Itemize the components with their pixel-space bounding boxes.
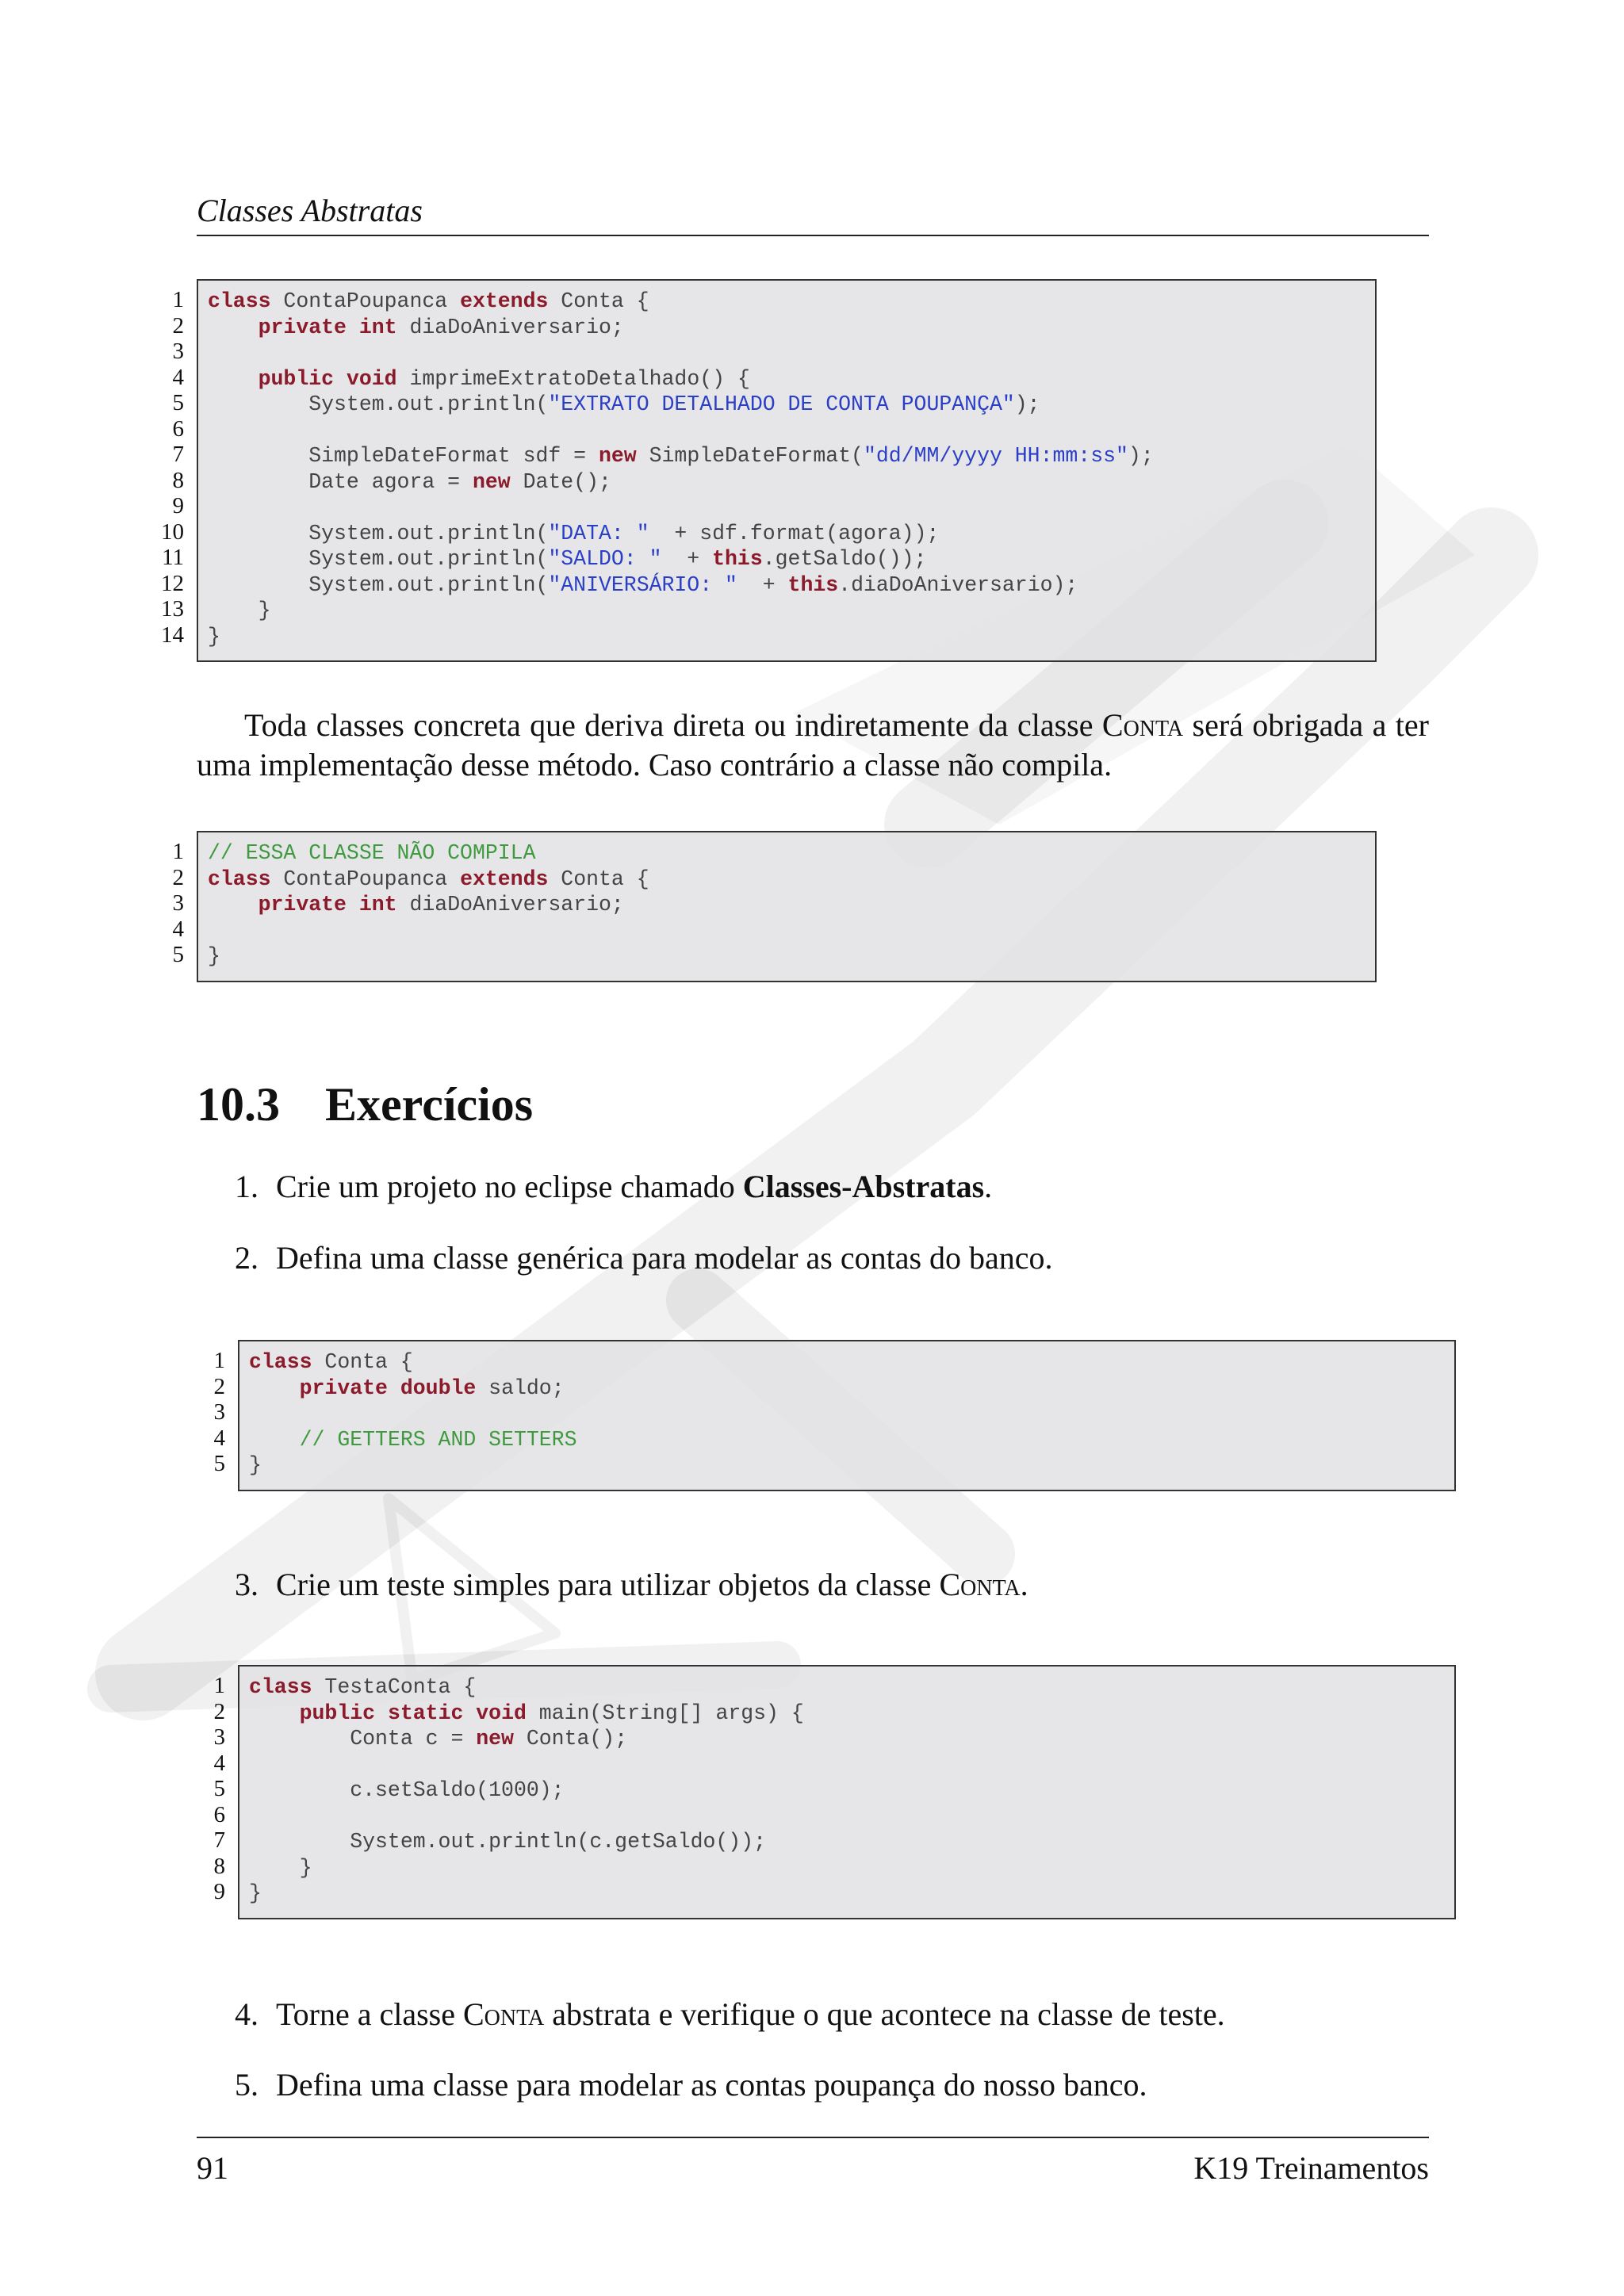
code-token: "dd/MM/yyyy HH:mm:ss" (863, 444, 1128, 468)
code-token (208, 367, 259, 391)
code-token: Conta { (548, 867, 649, 891)
exercise-item-1 (235, 1167, 1424, 1207)
code-token: ); (1014, 392, 1040, 416)
exercise-text: Torne a classe (276, 1996, 463, 2032)
line-number: 9 (213, 1879, 225, 1904)
code-token: int (358, 315, 397, 339)
code-token: Conta { (312, 1350, 413, 1374)
code-token: System.out.println(c.getSaldo()); (249, 1830, 767, 1854)
code-token: .diaDoAniversario); (838, 572, 1078, 597)
code-line (208, 469, 1365, 496)
line-number: 6 (213, 1801, 225, 1827)
line-number: 7 (213, 1827, 225, 1853)
code-line (208, 892, 1365, 918)
code-token: void (476, 1701, 527, 1725)
exercise-item-2 (235, 1238, 1424, 1278)
paragraph-concrete-classes (197, 706, 1429, 785)
code-line (208, 289, 1365, 315)
code-token: new (598, 444, 637, 468)
exercise-number: 3. (235, 1567, 259, 1602)
code-line (249, 1881, 1445, 1907)
code-token: new (472, 469, 511, 494)
line-numbers (151, 839, 184, 968)
code-token: TestaConta { (312, 1675, 477, 1699)
code-box (197, 831, 1377, 982)
class-name-conta: Conta (1101, 707, 1184, 743)
line-number: 2 (213, 1698, 225, 1724)
code-token: System.out.println( (208, 572, 549, 597)
line-number: 13 (161, 596, 184, 622)
code-token (388, 1376, 400, 1400)
exercise-text: . (984, 1169, 993, 1204)
line-number: 14 (161, 622, 184, 648)
code-token (347, 316, 359, 339)
code-box (197, 279, 1377, 662)
code-line (249, 1777, 1445, 1804)
code-line (208, 315, 1365, 341)
code-token: } (249, 1453, 262, 1477)
section-number: 10.3 (197, 1078, 280, 1131)
code-box (238, 1665, 1456, 1919)
code-line (208, 918, 1365, 944)
line-number: 1 (213, 1348, 225, 1373)
publisher-name: K19 Treinamentos (1193, 2150, 1429, 2186)
code-line (208, 495, 1365, 521)
line-number: 1 (172, 839, 184, 864)
exercise-item-5 (235, 2065, 1424, 2105)
line-number: 12 (161, 570, 184, 596)
code-line (208, 443, 1365, 469)
line-number: 8 (172, 467, 184, 493)
code-token: double (400, 1376, 477, 1400)
paragraph-text: Toda classes concreta que deriva direta ou indiretamente da classe (244, 707, 1102, 743)
code-token: } (208, 624, 220, 649)
exercise-number: 1. (235, 1169, 259, 1204)
code-token: SimpleDateFormat( (636, 444, 864, 468)
code-token: System.out.println( (208, 521, 549, 545)
section-title: Exercícios (325, 1078, 534, 1131)
code-line (208, 867, 1365, 893)
code-line (249, 1349, 1445, 1376)
exercise-text: Defina uma classe genérica para modelar as contas do banco. (276, 1240, 1053, 1276)
code-line (249, 1701, 1445, 1727)
code-token (249, 1701, 300, 1725)
code-token: private (258, 893, 347, 916)
code-token: public (258, 366, 335, 391)
exercise-text: Defina uma classe para modelar as contas poupança do nosso banco. (276, 2067, 1147, 2103)
code-line (208, 943, 1365, 970)
code-token: System.out.println( (208, 392, 549, 416)
code-token: private (258, 315, 347, 339)
code-line (208, 340, 1365, 366)
exercise-text: Crie um teste simples para utilizar objetos da classe (276, 1567, 940, 1602)
code-line (208, 572, 1365, 599)
code-block-conta-poupanca (161, 279, 1377, 662)
code-token: ContaPoupanca (270, 289, 461, 313)
project-name: Classes-Abstratas (742, 1169, 985, 1204)
code-token: "ANIVERSÁRIO: " (548, 572, 737, 597)
line-number: 7 (172, 442, 184, 467)
code-line (208, 624, 1365, 650)
code-token: + sdf.format(agora)); (649, 521, 940, 545)
code-token: Date agora = (208, 469, 473, 494)
running-header (197, 190, 1429, 236)
code-token: this (787, 572, 839, 597)
code-line (249, 1376, 1445, 1402)
line-number: 9 (172, 493, 184, 519)
code-token: "DATA: " (548, 521, 649, 545)
class-name-conta: Conta (462, 1996, 545, 2032)
code-token: class (249, 1675, 312, 1699)
code-token (334, 367, 347, 391)
exercise-number: 2. (235, 1240, 259, 1276)
line-number: 3 (213, 1399, 225, 1425)
code-token: extends (460, 289, 549, 313)
code-token: new (476, 1727, 514, 1751)
line-number: 8 (213, 1853, 225, 1879)
exercise-item-4 (235, 1995, 1424, 2034)
code-line (208, 546, 1365, 572)
line-numbers (192, 1348, 225, 1477)
line-number: 2 (213, 1373, 225, 1399)
code-token: "EXTRATO DETALHADO DE CONTA POUPANÇA" (548, 392, 1015, 416)
code-token: Conta c = (249, 1727, 477, 1751)
code-token: main(String[] args) { (526, 1701, 804, 1725)
code-line (208, 366, 1365, 392)
code-line (249, 1752, 1445, 1778)
code-token: Date(); (510, 469, 611, 494)
line-number: 5 (172, 390, 184, 415)
line-number: 4 (172, 364, 184, 390)
code-token: ); (1128, 444, 1154, 468)
line-number: 4 (213, 1425, 225, 1451)
code-token: class (249, 1350, 312, 1374)
code-line (208, 418, 1365, 444)
code-token: + (737, 572, 788, 597)
code-token (249, 1428, 300, 1452)
code-token (347, 893, 359, 916)
code-block-conta (213, 1340, 1456, 1491)
exercise-number: 4. (235, 1996, 259, 2032)
code-token: } (208, 599, 271, 622)
code-line (249, 1427, 1445, 1453)
code-line (208, 840, 1365, 867)
code-line (249, 1452, 1445, 1479)
code-block-nao-compila (172, 831, 1377, 982)
class-name-conta: Conta (939, 1567, 1021, 1602)
running-footer (197, 2137, 1429, 2187)
chapter-title: Classes Abstratas (197, 193, 423, 228)
code-line (249, 1401, 1445, 1427)
code-token: c.setSaldo(1000); (249, 1778, 565, 1802)
code-token (249, 1376, 300, 1400)
code-token: public (299, 1701, 376, 1725)
exercise-text: Crie um projeto no eclipse chamado (276, 1169, 743, 1204)
code-token: } (249, 1881, 262, 1905)
code-token: SimpleDateFormat sdf = (208, 444, 599, 468)
exercise-text: . (1020, 1567, 1028, 1602)
code-token: static (387, 1701, 464, 1725)
code-token (208, 893, 259, 916)
line-number: 3 (172, 339, 184, 364)
line-number: 2 (172, 864, 184, 890)
code-token: this (712, 547, 763, 571)
code-line (208, 392, 1365, 418)
code-token (208, 316, 259, 339)
line-number: 10 (161, 519, 184, 545)
code-token: diaDoAniversario; (396, 893, 624, 916)
code-line (249, 1726, 1445, 1752)
code-token (375, 1701, 388, 1725)
line-number: 3 (213, 1724, 225, 1750)
code-token: // ESSA CLASSE NÃO COMPILA (208, 841, 536, 865)
code-token: .getSaldo()); (762, 547, 927, 571)
code-token: private (299, 1376, 388, 1400)
paragraph-text: será obrigada a ter uma implementação desse método. Caso contrário a classe não compila. (197, 707, 1429, 783)
code-block-testa-conta (213, 1665, 1456, 1919)
line-numbers (151, 287, 184, 648)
code-line (208, 598, 1365, 624)
code-line (249, 1804, 1445, 1830)
code-token: saldo; (476, 1376, 565, 1400)
code-line (208, 521, 1365, 547)
code-token: Conta { (548, 289, 649, 313)
code-token: + (661, 547, 713, 571)
line-number: 5 (172, 942, 184, 967)
code-token: } (249, 1855, 312, 1880)
line-number: 1 (172, 287, 184, 312)
code-token (463, 1701, 476, 1725)
code-box (238, 1340, 1456, 1491)
code-token: // GETTERS AND SETTERS (299, 1427, 577, 1452)
code-token: System.out.println( (208, 547, 549, 571)
section-heading (197, 1074, 533, 1135)
code-token: extends (460, 867, 549, 891)
code-line (249, 1829, 1445, 1855)
exercise-item-3 (235, 1565, 1424, 1605)
line-number: 3 (172, 890, 184, 916)
exercise-number: 5. (235, 2067, 259, 2103)
code-line (249, 1855, 1445, 1881)
line-number: 5 (213, 1451, 225, 1476)
code-token: imprimeExtratoDetalhado() { (396, 366, 750, 391)
code-token: class (208, 289, 271, 313)
code-token: "SALDO: " (548, 547, 662, 571)
code-token: int (358, 893, 397, 916)
line-number: 4 (213, 1750, 225, 1776)
code-line (249, 1674, 1445, 1701)
line-number: 4 (172, 916, 184, 942)
code-token: ContaPoupanca (270, 867, 461, 891)
line-number: 6 (172, 415, 184, 442)
code-token: Conta(); (513, 1727, 628, 1751)
exercise-text: abstrata e verifique o que acontece na classe de teste. (544, 1996, 1225, 2032)
line-number: 5 (213, 1776, 225, 1801)
code-token: } (208, 944, 220, 968)
code-token: void (346, 366, 397, 391)
code-token: class (208, 867, 271, 891)
line-number: 2 (172, 312, 184, 339)
line-number: 1 (213, 1673, 225, 1698)
code-token: diaDoAniversario; (396, 315, 624, 339)
line-numbers (192, 1673, 225, 1905)
page-number: 91 (197, 2150, 228, 2186)
line-number: 11 (162, 545, 184, 570)
